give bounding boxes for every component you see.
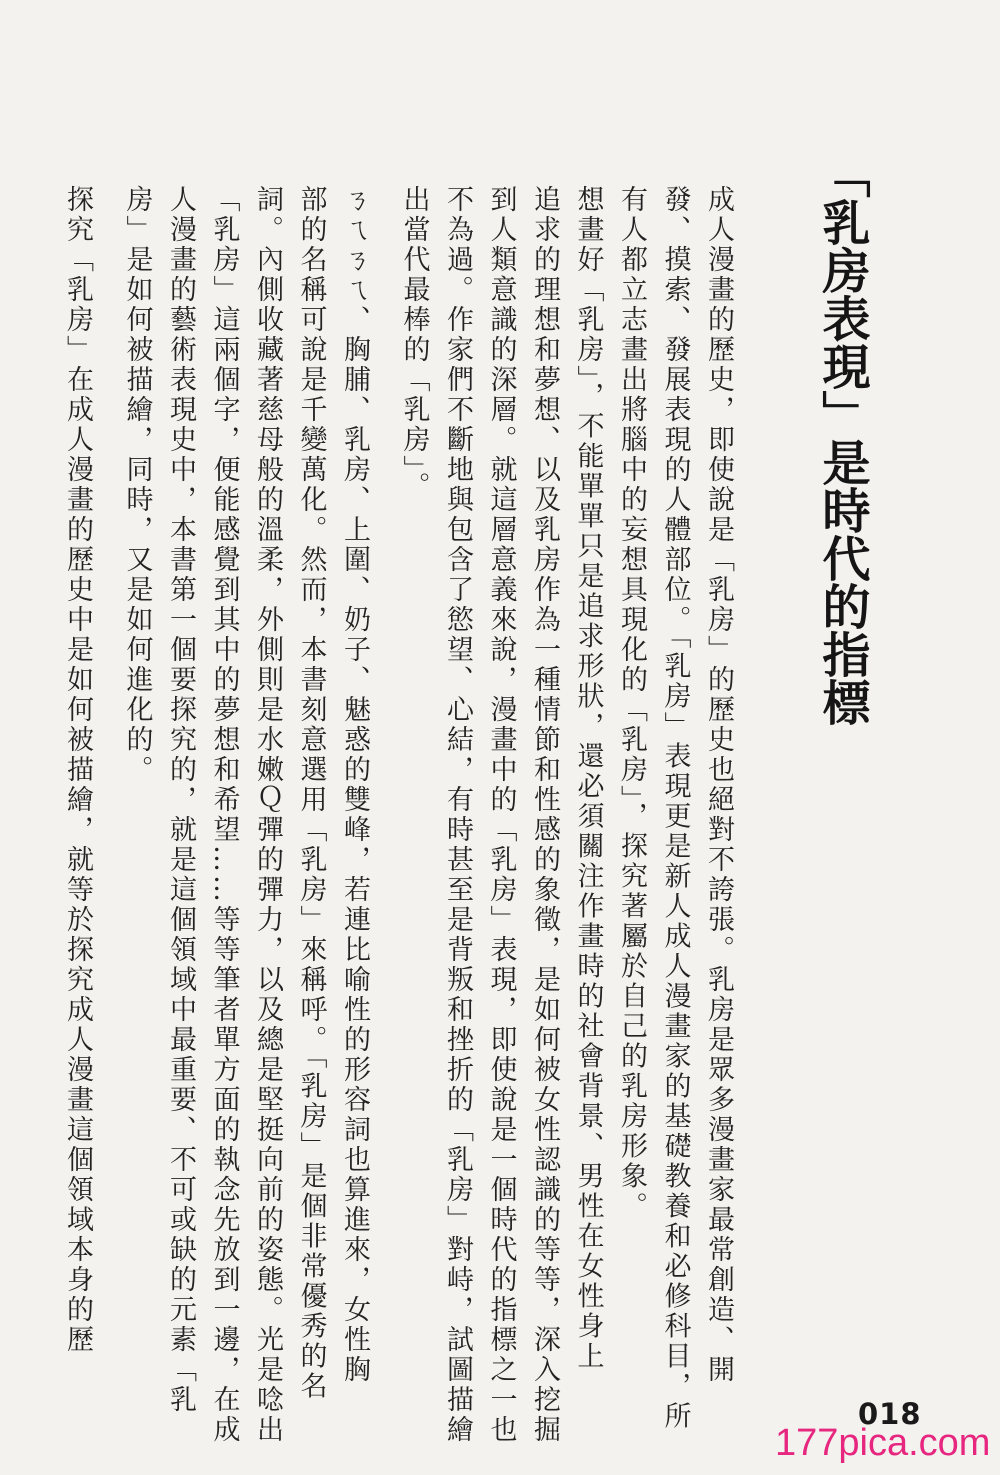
page-number: 018 — [858, 1397, 922, 1431]
text-column: 部的名稱可說是千變萬化。然而，本書刻意選用「乳房」來稱呼。「乳房」是個非常優秀的名 — [295, 185, 327, 1402]
text-column: 發、摸索、發展表現的人體部位。「乳房」表現更是新人成人漫畫家的基礎教養和必修科目，所 — [659, 185, 691, 1432]
text-column: 詞。內側收藏著慈母般的溫柔，外側則是水嫩Ｑ彈的彈力，以及總是堅挺向前的姿態。光是唸出 — [252, 185, 283, 1445]
watermark-text: 177pica.com — [775, 1422, 991, 1464]
text-column: 房」是如何被描繪，同時，又是如何進化的。 — [121, 185, 153, 785]
text-column: 想畫好「乳房」，不能單單只是追求形狀，還必須關注作畫時的社會背景、男性在女性身上 — [572, 185, 604, 1372]
text-column: 探究「乳房」在成人漫畫的歷史中是如何被描繪，就等於探究成人漫畫這個領域本身的歷 — [62, 185, 93, 1355]
body-text — [56, 185, 741, 1445]
text-column: 到人類意識的深層。就這層意義來說，漫畫中的「乳房」表現，即使說是一個時代的指標之一也 — [485, 185, 517, 1445]
text-column: 有人都立志畫出將腦中的妄想具現化的「乳房」，探究著屬於自己的乳房形象。 — [616, 185, 647, 1222]
text-column: 成人漫畫的歷史，即使說是「乳房」的歷史也絕對不誇張。乳房是眾多漫畫家最常創造、開 — [703, 185, 734, 1385]
text-column: 追求的理想和夢想、以及乳房作為一種情節和性感的象徵，是如何被女性認識的等等，深入挖掘 — [529, 185, 560, 1445]
paragraph-gap — [99, 185, 115, 1325]
text-column: 「乳房」這兩個字，便能感覺到其中的夢想和希望……等等筆者單方面的執念先放到一邊，在成 — [208, 185, 240, 1445]
text-column: 人漫畫的藝術表現史中，本書第一個要探究的，就是這個領域中最重要、不可或缺的元素「乳 — [165, 185, 196, 1415]
paragraph-gap — [376, 185, 392, 1325]
text-column: 不為過。作家們不斷地與包含了慾望、心結，有時甚至是背叛和挫折的「乳房」對峙，試圖描繪 — [442, 185, 473, 1445]
section-heading: 「乳房表現」是時代的指標 — [814, 150, 870, 726]
text-column: ㄋㄟㄋㄟ、胸脯、乳房、上圍、奶子、魅惑的雙峰，若連比喻性的形容詞也算進來，女性胸 — [339, 185, 370, 1385]
text-column: 出當代最棒的「乳房」。 — [398, 185, 430, 502]
